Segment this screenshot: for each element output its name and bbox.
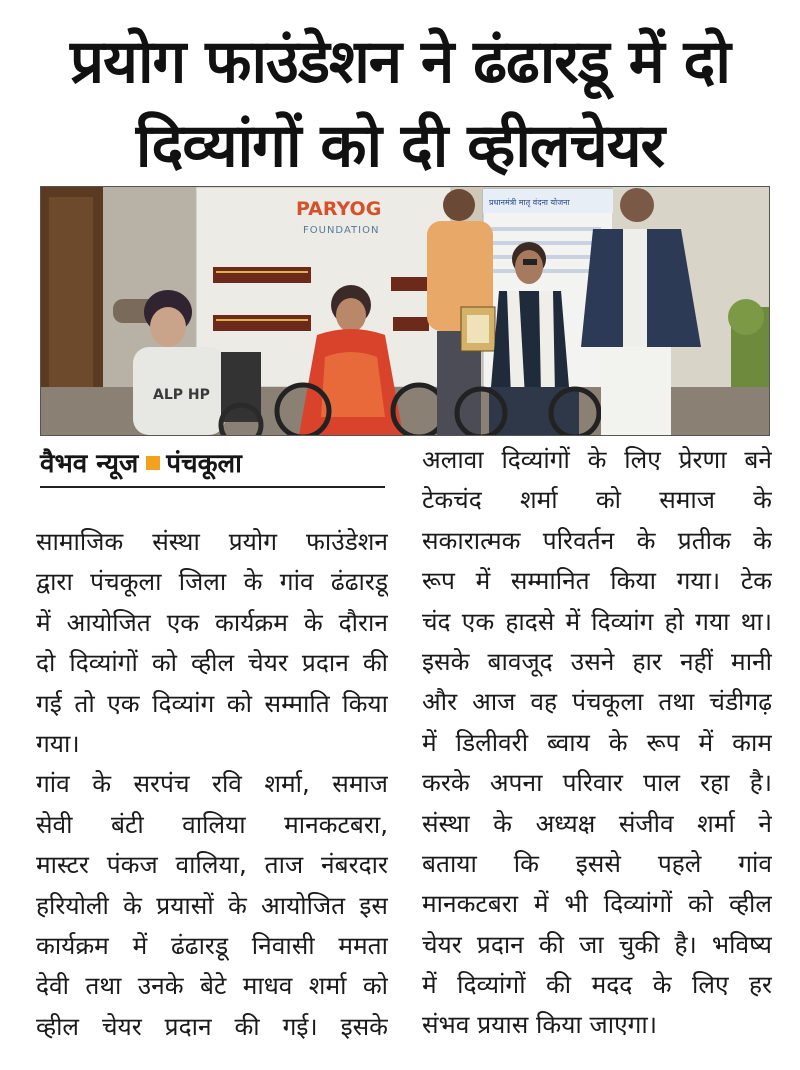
news-photo: [40, 186, 770, 436]
headline-line-1: प्रयोग फाउंडेशन ने ढंढारडू में दो: [70, 27, 730, 97]
article-line: और आज वह पंचकूला तथा चंडीगढ़: [422, 687, 772, 717]
article-line: गांव के सरपंच रवि शर्मा, समाज: [36, 769, 388, 799]
article-line: गई तो एक दिव्यांग को सम्माति किया: [36, 688, 388, 718]
article-line: व्हील चेयर प्रदान की गई। इसके: [36, 1011, 388, 1041]
article-line: दो दिव्यांगों को व्हील चेयर प्रदान की: [36, 648, 388, 678]
article-line: द्वारा पंचकूला जिला के गांव ढंढारडू: [36, 567, 388, 597]
article-column-right: [422, 440, 772, 1046]
sweatshirt-text: ALP HP: [153, 387, 210, 403]
article-line: मानकटबरा में भी दिव्यांगों को व्हील: [422, 889, 772, 919]
dateline-place: पंचकूला: [166, 449, 242, 479]
article-line: में दिव्यांगों की मदद के लिए हर: [422, 970, 772, 1000]
article-line: में डिलीवरी ब्वाय के रूप में काम: [422, 727, 772, 757]
article-line: चंद एक हादसे में दिव्यांग हो गया था।: [422, 606, 772, 636]
byline: [40, 446, 385, 482]
article-line: रूप में सम्मानित किया गया। टेक: [422, 566, 772, 596]
byline-marker-icon: [146, 456, 160, 470]
article-line: गया।: [36, 728, 80, 758]
banner-sub-text: FOUNDATION: [303, 225, 380, 236]
byline-divider: [40, 486, 385, 488]
article-line: अलावा दिव्यांगों के लिए प्रेरणा बने: [422, 445, 772, 474]
article-line: मास्टर पंकज वालिया, ताज नंबरदार: [36, 850, 388, 880]
article-line: संभव प्रयास किया जाएगा।: [422, 1010, 658, 1040]
article-line: टेकचंद शर्मा को समाज के: [422, 485, 772, 515]
article-line: सकारात्मक परिवर्तन के प्रतीक के: [422, 525, 772, 555]
sign-board-text: प्रधानमंत्री मातृ वंदना योजना: [489, 198, 570, 207]
headline-line-2: दिव्यांगों को दी व्हीलचेयर: [135, 111, 665, 181]
article-line: हरियोली के प्रयासों के आयोजित इस: [36, 890, 388, 920]
cropped-next-headline-edge: [0, 1050, 800, 1070]
article-line: सेवी बंटी वालिया मानकटबरा,: [36, 809, 388, 839]
article-line: में आयोजित एक कार्यक्रम के दौरान: [36, 607, 388, 637]
article-line: देवी तथा उनके बेटे माधव शर्मा को: [36, 971, 388, 1001]
article-line: बताया कि इससे पहले गांव: [422, 848, 772, 878]
banner-brand-text: PARYOG: [296, 198, 382, 220]
article-line: इसके बावजूद उसने हार नहीं मानी: [422, 646, 772, 676]
cropped-previous-article-edge: [0, 0, 800, 14]
article-line: कार्यक्रम में ढंढारडू निवासी ममता: [36, 930, 388, 960]
article-line: सामाजिक संस्था प्रयोग फाउंडेशन: [36, 527, 388, 556]
publication-name: वैभव न्यूज: [40, 449, 139, 479]
article-column-left: [36, 522, 388, 1047]
article-line: चेयर प्रदान की जा चुकी है। भविष्य: [422, 929, 772, 959]
article-line: संस्था के अध्यक्ष संजीव शर्मा ने: [422, 808, 772, 838]
article-line: करके अपना परिवार पाल रहा है।: [422, 768, 772, 798]
